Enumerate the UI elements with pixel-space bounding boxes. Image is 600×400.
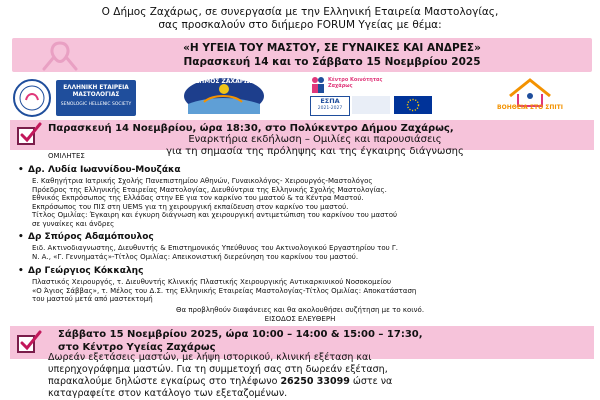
day1-heading: Παρασκευή 14 Νοεμβρίου, ώρα 18:30, στο Πολύκεντρο Δήμου Ζαχάρως, <box>48 123 454 134</box>
speaker-1-name: Δρ. Λυδία Ιωαννίδου-Μουζάκα <box>28 165 181 175</box>
speaker-1-line: Εκπρόσωπος του ΠΙΣ στη UEMS για τη χειρουργική εκπαίδευση στον καρκίνο του μαστού. <box>32 202 349 211</box>
exam-line-2: υπερηχογράφημα μαστών. Για τη συμμετοχή σας στη δωρεάν εξέταση, <box>48 364 388 375</box>
ministry-logo <box>352 96 390 114</box>
speakers-label: ΟΜΙΛΗΤΕΣ <box>48 152 85 160</box>
espa-years: 2021-2027 <box>317 106 343 111</box>
help-at-home-name: ΒΟΗΘΕΙΑ ΣΤΟ ΣΠΙΤΙ <box>497 104 563 111</box>
exam-line-3-end: ώστε να <box>352 376 393 387</box>
pink-ribbon-icon <box>34 39 86 71</box>
speaker-2-bio <box>32 244 592 261</box>
society-name-en: SENOLOGIC HELLENIC SOCIETY <box>60 102 132 107</box>
society-name: ΕΛΛΗΝΙΚΗ ΕΤΑΙΡΕΙΑ ΜΑΣΤΟΛΟΓΙΑΣ <box>63 85 129 98</box>
intro-line-1: Ο Δήμος Ζαχάρως, σε συνεργασία με την Ελληνική Εταιρεία Μαστολογίας, <box>101 6 499 18</box>
society-logo <box>56 80 136 116</box>
exam-line-4: καταγραφείτε στον κατάλογο των εξεταζομένων. <box>48 388 288 399</box>
speaker-2-name: Δρ Σπύρος Αδαμόπουλος <box>28 232 154 242</box>
bullet-icon: • <box>18 232 24 242</box>
day2-location: στο Κέντρο Υγείας Ζαχάρως <box>58 341 216 353</box>
exam-info <box>48 352 588 400</box>
closing-note <box>0 306 600 323</box>
day1-subtitle <box>30 134 600 158</box>
speaker-1-line: Τίτλος Ομιλίας: Έγκαιρη και έγκυρη διάγνωση και χειρουργική αντιμετώπιση του καρκίνου του μαστού <box>32 211 398 220</box>
speaker-1-line: Πρόεδρος της Ελληνικής Εταιρείας Μαστολογίας, Διευθύντρια της Ελληνικής Σχολής Μαστολογίας. <box>32 185 387 194</box>
forum-dates: Παρασκευή 14 και το Σάββατο 15 Νοεμβρίου 2025 <box>183 56 481 68</box>
phone-number: 26250 33099 <box>280 376 350 387</box>
forum-title <box>82 41 582 69</box>
day1-topic: για τη σημασία της πρόληψης και της έγκαιρης διάγνωσης <box>166 146 464 157</box>
exam-line-3-text: παρακαλούμε δηλώστε εγκαίρως στο τηλέφωνο <box>48 376 278 387</box>
speaker-2-line: Ν. Α., «Γ. Γεννηματάς»-Τίτλος Ομιλίας: Απεικονιστική διερεύνηση του καρκίνου του μαστού. <box>32 252 359 261</box>
speaker-3-line: του μαστού μετά από μαστεκτομή <box>32 295 153 304</box>
intro-line-2: σας προσκαλούν στο διήμερο FORUM Υγείας με θέμα: <box>158 19 442 31</box>
exam-line-1: Δωρεάν εξετάσεις μαστών, με λήψη ιστορικού, κλινική εξέταση και <box>48 352 372 363</box>
espa-logo <box>310 96 350 116</box>
checkbox-icon <box>16 330 42 356</box>
bullet-icon: • <box>18 266 24 276</box>
speaker-3-name: Δρ Γεώργιος Κόκκαλης <box>28 266 144 276</box>
speaker-1-bio <box>32 177 592 229</box>
free-entry-note: ΕΙΣΟΔΟΣ ΕΛΕΥΘΕΡΗ <box>264 314 336 323</box>
speaker-1-line: Ε. Καθηγήτρια Ιατρικής Σχολής Πανεπιστημίου Αθηνών, Γυναικολόγος- Χειρουργός-Μαστολόγος <box>32 177 373 185</box>
day1-event: Εναρκτήρια εκδήλωση – Ομιλίες και παρουσιάσεις <box>188 134 442 145</box>
exam-line-3 <box>48 376 588 388</box>
speaker-3-line: Πλαστικός Χειρουργός, τ. Διευθυντής Κλινικής Πλαστικής Χειρουργικής Αντικαρκινικού Νοσοκομείου <box>32 278 392 286</box>
eu-flag-icon <box>394 96 432 114</box>
intro <box>0 6 600 32</box>
speaker-1-line: σε γυναίκες και άνδρες <box>32 219 115 228</box>
forum-title-line-1: «Η ΥΓΕΙΑ ΤΟΥ ΜΑΣΤΟΥ, ΣΕ ΓΥΝΑΙΚΕΣ ΚΑΙ ΑΝΔΡΕΣ» <box>183 42 481 54</box>
bullet-icon: • <box>18 165 24 175</box>
speaker-3-line: «Ο Άγιος Σάββας», τ. Μέλος του Δ.Σ. της Ελληνικής Εταιρείας Μαστολογίας-Τίτλος Ομιλίας: Αποκατάσταση <box>32 286 417 295</box>
municipality-name: ΔΗΜΟΣ ΖΑΧΑΡΩΣ <box>194 78 254 85</box>
funding-logos <box>308 76 436 116</box>
society-seal-logo <box>12 78 52 118</box>
espa-label: ΕΣΠΑ <box>320 97 340 105</box>
title-band <box>12 38 592 72</box>
speaker-2-line: Ειδ. Ακτινοδιαγνωστης, Διευθυντής & Επιστημονικός Υπεύθυνος του Ακτινολογικού Εργαστηρίου του Γ. <box>32 244 399 252</box>
speaker-1-line: Εθνικός Εκπρόσωπος της Ελλάδας στην ΕΕ για τον καρκίνο του μαστού & τα Κέντρα Μαστού. <box>32 194 364 203</box>
speaker-3-bio <box>32 278 592 304</box>
day2-heading: Σάββατο 15 Νοεμβρίου 2025, ώρα 10:00 – 14:00 & 15:00 – 17:30, <box>58 329 423 340</box>
day2-text <box>58 329 423 354</box>
discussion-note: Θα προβληθούν διαφάνειες και θα ακολουθήσει συζήτηση με το κοινό. <box>175 306 425 314</box>
community-center-name: Κέντρο Κοινότητας Ζαχάρως <box>328 77 383 89</box>
center-people-icon <box>310 76 326 94</box>
logos-row <box>0 74 600 118</box>
